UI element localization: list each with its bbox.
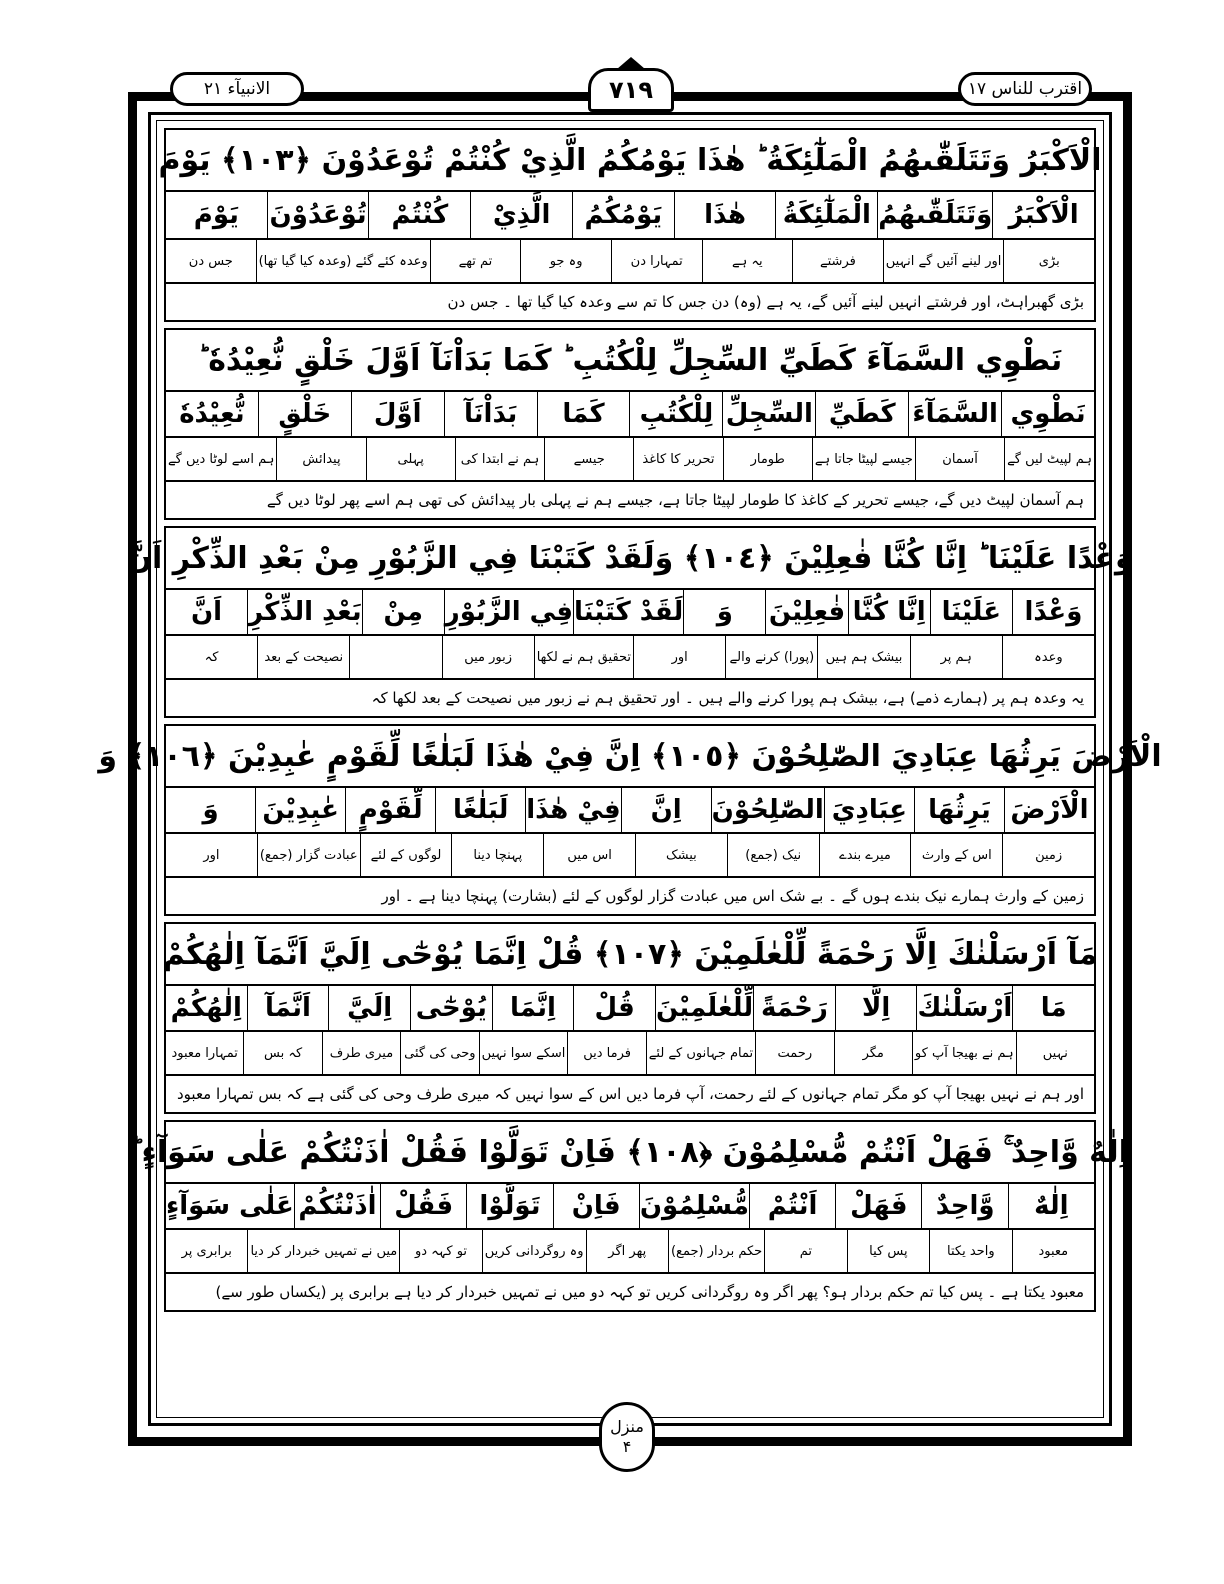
meaning-cell: ہم پر [910, 636, 1002, 678]
word-cell: نُّعِيْدُهٗ [179, 399, 245, 429]
arabic-verse-line: وَعْدًا عَلَيْنَا ؕ اِنَّا كُنَّا فٰعِلِيْنَ ﴿١٠٤﴾ وَلَقَدْ كَتَبْنَا فِي الزَّبُوْرِ مِنْ بَعْدِ الذِّكْرِ اَنَّ [164, 526, 1096, 588]
verse-block [126, 526, 1134, 718]
word-cell: بَعْدِ الذِّكْرِ [247, 590, 362, 634]
meaning-cell: پہلی [366, 438, 455, 480]
word-cell: عَلٰى سَوَآءٍ [165, 1191, 294, 1221]
meaning-cell: جیسے لپیٹا جاتا ہے [812, 438, 915, 480]
arabic-verse-line: اِلٰهٌ وَّاحِدٌ ۚ فَهَلْ اَنْتُمْ مُّسْلِمُوْنَ ﴿١٠٨﴾ فَاِنْ تَوَلَّوْا فَقُلْ اٰذَنْتُكُمْ عَلٰى سَوَآءٍ ؕ [164, 1120, 1096, 1182]
word-cell: اَرْسَلْنٰكَ [916, 986, 1012, 1030]
meaning-cell: اور [633, 636, 725, 678]
word-cell: الْاَرْضَ [1004, 788, 1094, 832]
urdu-translation: یہ وعدہ ہم پر (ہمارے ذمے) ہے، بیشک ہم پورا کرنے والے ہیں ۔ اور تحقیق ہم نے زبور میں نصیحت کے بعد لکھا کہ [164, 678, 1096, 718]
meaning-cell: نہیں [1016, 1032, 1094, 1074]
urdu-translation: اور ہم نے نہیں بھیجا آپ کو مگر تمام جہانوں کے لئے رحمت، آپ فرما دیں اس کے سوا نہیں کہ میری طرف وحی کی گئی ہے کہ بس تمہارا معبود [164, 1074, 1096, 1114]
word-cell: فِي الزَّبُوْرِ [444, 590, 573, 634]
word-cell: اِلَّا [835, 986, 917, 1030]
word-cell: فٰعِلِيْنَ [765, 590, 847, 634]
meaning-cell: پہنچا دینا [451, 834, 543, 876]
meaning-cell: زبور میں [442, 636, 534, 678]
meaning-cell: اور لینے آئیں گے انہیں [883, 240, 1004, 282]
word-cell: لِلْكُتُبِ [629, 392, 722, 436]
word-cell: اِنَّ [621, 788, 711, 832]
arabic-verse-line: نَطْوِي السَّمَآءَ كَطَيِّ السِّجِلِّ لِلْكُتُبِ ؕ كَمَا بَدَاْنَآ اَوَّلَ خَلْقٍ نُّعِيْدُهٗ ؕ [164, 328, 1096, 390]
meaning-cell: اسکے سوا نہیں [479, 1032, 568, 1074]
word-cell: هٰذَا [674, 192, 776, 238]
word-row [164, 390, 1096, 436]
meaning-cell: میری طرف [322, 1032, 400, 1074]
meaning-cell: اس کے وارث [910, 834, 1002, 876]
meaning-cell: تحقیق ہم نے لکھا [534, 636, 633, 678]
word-cell: مِنْ [362, 590, 444, 634]
meaning-row [164, 1030, 1096, 1074]
word-cell: لِّلْعٰلَمِيْنَ [655, 986, 753, 1030]
word-row [164, 786, 1096, 832]
word-cell: الَّذِيْ [470, 192, 572, 238]
meaning-cell: تمام جہانوں کے لئے [646, 1032, 755, 1074]
manzil-label: منزل [610, 1417, 644, 1436]
verse-block [131, 1120, 1129, 1312]
meaning-row [164, 832, 1096, 876]
meaning-cell: بیشک [635, 834, 727, 876]
surah-label: الانبيآء ٢١ [170, 72, 304, 106]
meaning-cell: پیدائش [276, 438, 365, 480]
meaning-cell: نصیحت کے بعد [257, 636, 349, 678]
page-content [98, 128, 1162, 1318]
meaning-cell: وعدہ [1002, 636, 1094, 678]
verse-block [158, 128, 1102, 322]
word-cell: عٰبِدِيْنَ [255, 788, 345, 832]
word-cell: كَطَيِّ [815, 392, 908, 436]
meaning-cell: فرشتے [792, 240, 883, 282]
word-row [164, 984, 1096, 1030]
meaning-cell: کہ [204, 649, 219, 665]
word-cell: كُنْتُمْ [368, 192, 470, 238]
word-cell: وَعْدًا [1012, 590, 1094, 634]
word-cell: عِبَادِيَ [824, 788, 914, 832]
juz-label: اقترب للناس ١٧ [958, 72, 1092, 106]
word-cell: اِنَّا كُنَّا [848, 590, 930, 634]
word-cell: الْاَكْبَرُ [992, 192, 1094, 238]
word-cell: الصّٰلِحُوْنَ [711, 788, 824, 832]
meaning-cell: آسمان [915, 438, 1004, 480]
meaning-cell: پس کیا [847, 1230, 929, 1272]
word-cell: يَرِثُهَا [914, 788, 1004, 832]
word-cell: اَوَّلَ [351, 392, 444, 436]
meaning-row [164, 1228, 1096, 1272]
word-cell: فَهَلْ [835, 1184, 921, 1228]
meaning-cell: میرے بندے [819, 834, 911, 876]
meaning-cell: بڑی [1003, 240, 1094, 282]
arabic-verse-line: مَآ اَرْسَلْنٰكَ اِلَّا رَحْمَةً لِّلْعٰلَمِيْنَ ﴿١٠٧﴾ قُلْ اِنَّمَا يُوْحٰٓى اِلَيَّ اَنَّمَآ اِلٰهُكُمْ [164, 922, 1096, 984]
word-cell: يُوْحٰٓى [410, 986, 492, 1030]
page-number: ٧١٩ [588, 68, 674, 112]
word-cell: اٰذَنْتُكُمْ [294, 1184, 380, 1228]
meaning-cell: تحریر کا کاغذ [633, 438, 722, 480]
meaning-cell: تم [764, 1230, 846, 1272]
word-cell: لَبَلٰغًا [435, 788, 525, 832]
meaning-cell: اس میں [543, 834, 635, 876]
word-cell: فَقُلْ [380, 1184, 466, 1228]
word-cell: اِنَّمَا [492, 986, 574, 1030]
word-row [164, 190, 1096, 238]
meaning-row [164, 238, 1096, 282]
meaning-cell: تمہارا معبود [171, 1045, 238, 1061]
word-cell: خَلْقٍ [258, 392, 351, 436]
word-cell: وَتَتَلَقّٰىهُمُ [877, 192, 992, 238]
arabic-verse-line: الْاَكْبَرُ وَتَتَلَقّٰىهُمُ الْمَلٰٓئِكَةُ ؕ هٰذَا يَوْمُكُمُ الَّذِيْ كُنْتُمْ تُوْعَدُوْنَ ﴿١٠٣﴾ يَوْمَ [164, 128, 1096, 190]
meaning-cell: نیک (جمع) [727, 834, 819, 876]
word-cell: لِّقَوْمٍ [345, 788, 435, 832]
meaning-cell: کہ بس [243, 1032, 321, 1074]
meaning-cell: رحمت [755, 1032, 833, 1074]
word-cell: تَوَلَّوْا [466, 1184, 552, 1228]
word-cell: اِلٰهٌ [1008, 1184, 1094, 1228]
word-cell: فَاِنْ [553, 1184, 639, 1228]
word-cell: اِلٰهُكُمْ [170, 993, 242, 1023]
word-cell: السَّمَآءَ [908, 392, 1001, 436]
word-cell: اَنْتُمْ [749, 1184, 835, 1228]
meaning-cell: معبود [1012, 1230, 1094, 1272]
word-cell: اَنَّ [190, 597, 223, 627]
manzil-medallion [599, 1402, 655, 1472]
meaning-cell: جس دن [188, 253, 233, 269]
word-cell: مَا [1012, 986, 1094, 1030]
arabic-verse-line: الْاَرْضَ يَرِثُهَا عِبَادِيَ الصّٰلِحُوْنَ ﴿١٠٥﴾ اِنَّ فِيْ هٰذَا لَبَلٰغًا لِّقَوْمٍ عٰبِدِيْنَ ﴿١٠٦﴾ وَ [164, 724, 1096, 786]
word-row [164, 1182, 1096, 1228]
meaning-cell: بیشک ہم ہیں [817, 636, 909, 678]
word-cell: وَّاحِدٌ [921, 1184, 1007, 1228]
meaning-cell: برابری پر [181, 1243, 232, 1259]
meaning-cell: فرما دیں [567, 1032, 645, 1074]
meaning-cell: عبادت گزار (جمع) [257, 834, 360, 876]
word-cell: وَ [683, 590, 765, 634]
word-cell: اَنَّمَآ [247, 986, 329, 1030]
meaning-cell: تو کہہ دو [399, 1230, 481, 1272]
meaning-cell: (پورا) کرنے والے [725, 636, 817, 678]
word-cell: اِلَيَّ [328, 986, 410, 1030]
meaning-cell: واحد یکتا [929, 1230, 1011, 1272]
word-cell: عَلَيْنَا [930, 590, 1012, 634]
meaning-row [164, 634, 1096, 678]
word-cell: كَمَا [537, 392, 630, 436]
urdu-translation: ہم آسمان لپیٹ دیں گے، جیسے تحریر کے کاغذ کا طومار لپیٹا جاتا ہے، جیسے ہم نے پہلی بار پیدائش کی تھی ہم اسے پھر لوٹا دیں گے [164, 480, 1096, 520]
manzil-number: ۴ [622, 1437, 632, 1456]
meaning-cell [349, 636, 441, 678]
word-cell: لَقَدْ كَتَبْنَا [573, 590, 683, 634]
word-cell: فِيْ هٰذَا [525, 788, 620, 832]
meaning-cell: حکم بردار (جمع) [668, 1230, 764, 1272]
urdu-translation: معبود یکتا ہے ۔ پس کیا تم حکم بردار ہو؟ پھر اگر وہ روگردانی کریں تو کہہ دو میں نے تمہیں خبردار کر دیا ہے برابری پر (یکساں طور سے) [164, 1272, 1096, 1312]
urdu-translation: زمین کے وارث ہمارے نیک بندے ہوں گے ۔ بے شک اس میں عبادت گزار لوگوں کے لئے (بشارت) پہنچا دینا ہے ۔ اور [164, 876, 1096, 916]
word-row [164, 588, 1096, 634]
word-cell: مُّسْلِمُوْنَ [639, 1184, 749, 1228]
word-cell: بَدَاْنَآ [444, 392, 537, 436]
meaning-cell: وہ روگردانی کریں [482, 1230, 586, 1272]
meaning-cell: پھر اگر [586, 1230, 668, 1272]
meaning-cell: وعدہ کئے گئے (وعدہ کیا گیا تھا) [256, 240, 430, 282]
meaning-cell: طومار [723, 438, 812, 480]
meaning-cell: یہ ہے [702, 240, 793, 282]
word-cell: يَوْمَ [193, 200, 239, 230]
meaning-cell: وحی کی گئی [400, 1032, 478, 1074]
meaning-cell: ہم اسے لوٹا دیں گے [168, 451, 275, 467]
verse-block [164, 922, 1096, 1114]
verse-block [164, 328, 1096, 520]
word-cell: نَطْوِي [1001, 392, 1094, 436]
word-cell: السِّجِلِّ [722, 392, 815, 436]
urdu-translation: بڑی گھبراہٹ، اور فرشتے انہیں لینے آئیں گے، یہ ہے (وہ) دن جس کا تم سے وعدہ کیا گیا تھا ۔ جس دن [164, 282, 1096, 322]
meaning-cell: اور [203, 847, 220, 863]
meaning-cell: لوگوں کے لئے [360, 834, 452, 876]
meaning-cell: زمین [1002, 834, 1094, 876]
word-cell: وَ [202, 795, 219, 825]
meaning-cell: میں نے تمہیں خبردار کر دیا [247, 1230, 399, 1272]
word-cell: يَوْمُكُمُ [572, 192, 674, 238]
meaning-cell: ہم نے بھیجا آپ کو [912, 1032, 1016, 1074]
meaning-cell: تمہارا دن [611, 240, 702, 282]
verse-block [98, 724, 1162, 916]
meaning-cell: جیسے [544, 438, 633, 480]
meaning-cell: تم تھے [430, 240, 521, 282]
meaning-cell: ہم نے ابتدا کی [455, 438, 544, 480]
meaning-cell: وہ جو [520, 240, 611, 282]
word-cell: تُوْعَدُوْنَ [267, 192, 369, 238]
meaning-cell: ہم لپیٹ لیں گے [1004, 438, 1094, 480]
word-cell: رَحْمَةً [753, 986, 835, 1030]
meaning-cell: مگر [834, 1032, 912, 1074]
word-cell: الْمَلٰٓئِكَةُ [775, 192, 877, 238]
word-cell: قُلْ [573, 986, 655, 1030]
meaning-row [164, 436, 1096, 480]
